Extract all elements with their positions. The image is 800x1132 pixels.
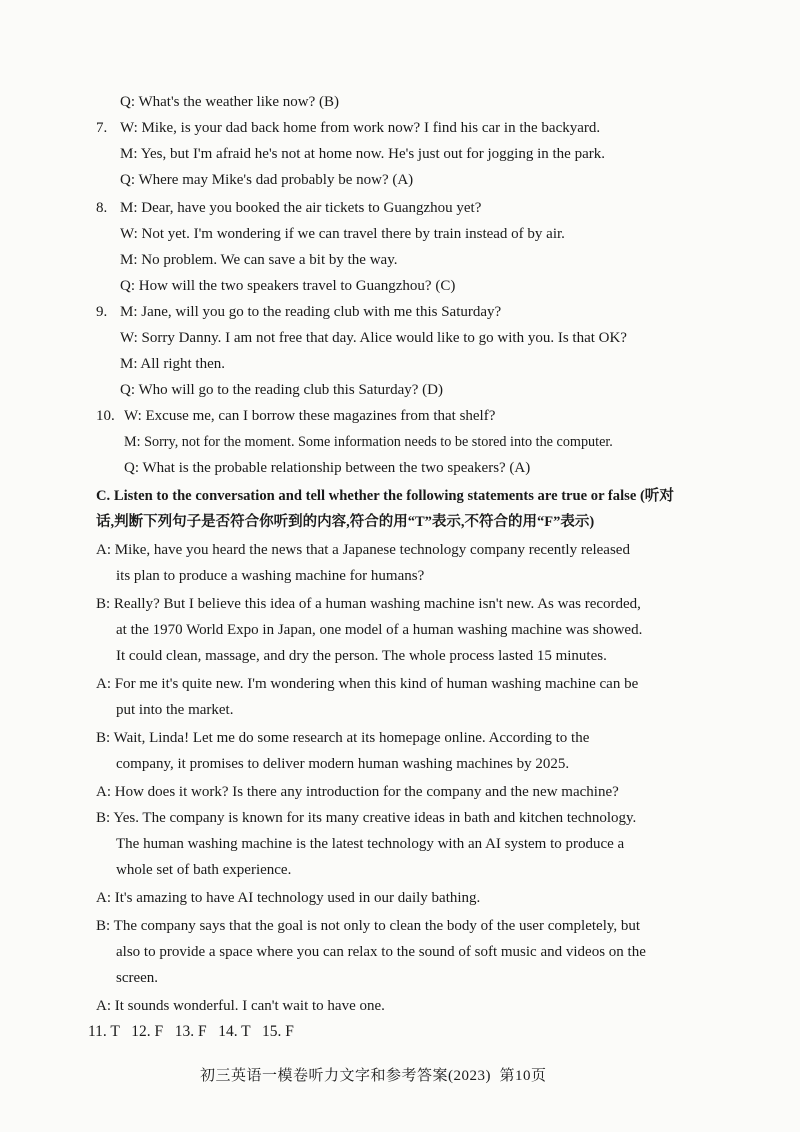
dialogue-line: at the 1970 World Expo in Japan, one model of a human washing machine was showed. <box>116 622 643 638</box>
dialogue-line: W: Sorry Danny. I am not free that day. Alice would like to go with you. Is that OK? <box>120 330 627 346</box>
section-c-instruction: 话,判断下列句子是否符合你听到的内容,符合的用“T”表示,不符合的用“F”表示) <box>96 514 595 530</box>
dialogue-line: whole set of bath experience. <box>116 862 292 878</box>
question-line: Q: What's the weather like now? (B) <box>120 94 340 110</box>
item-number: 7. <box>96 120 108 136</box>
dialogue-line: M: Sorry, not for the moment. Some information needs to be stored into the computer. <box>124 434 613 450</box>
dialogue-line: A: It sounds wonderful. I can't wait to have one. <box>96 998 385 1014</box>
dialogue-line: screen. <box>116 970 159 986</box>
item-number: 8. <box>96 200 108 216</box>
dialogue-line: M: No problem. We can save a bit by the way. <box>120 252 398 268</box>
dialogue-line: B: Yes. The company is known for its many creative ideas in bath and kitchen technology. <box>96 810 637 826</box>
dialogue-line: W: Mike, is your dad back home from work now? I find his car in the backyard. <box>120 120 601 136</box>
item-number: 10. <box>96 408 115 424</box>
dialogue-line: M: Jane, will you go to the reading club with me this Saturday? <box>120 304 502 320</box>
dialogue-line: The human washing machine is the latest technology with an AI system to produce a <box>116 836 625 852</box>
dialogue-line: B: The company says that the goal is not only to clean the body of the user completely, but <box>96 918 641 934</box>
dialogue-line: A: How does it work? Is there any introduction for the company and the new machine? <box>96 784 619 800</box>
answer-key: 11. T 12. F 13. F 14. T 15. F <box>88 1023 294 1040</box>
dialogue-line: B: Really? But I believe this idea of a human washing machine isn't new. As was recorded, <box>96 596 641 612</box>
dialogue-line: W: Not yet. I'm wondering if we can travel there by train instead of by air. <box>120 226 565 242</box>
question-line: Q: What is the probable relationship between the two speakers? (A) <box>124 460 531 476</box>
page-footer: 初三英语一模卷听力文字和参考答案(2023) 第10页 <box>200 1068 547 1084</box>
question-line: Q: Who will go to the reading club this Saturday? (D) <box>120 382 443 398</box>
dialogue-line: company, it promises to deliver modern human washing machines by 2025. <box>116 756 570 772</box>
item-number: 9. <box>96 304 108 320</box>
dialogue-line: M: All right then. <box>120 356 225 372</box>
dialogue-line: M: Yes, but I'm afraid he's not at home now. He's just out for jogging in the park. <box>120 146 605 162</box>
question-line: Q: Where may Mike's dad probably be now? (A) <box>120 172 414 188</box>
dialogue-line: A: It's amazing to have AI technology used in our daily bathing. <box>96 890 481 906</box>
dialogue-line: A: Mike, have you heard the news that a Japanese technology company recently released <box>96 542 630 558</box>
question-line: Q: How will the two speakers travel to Guangzhou? (C) <box>120 278 456 294</box>
dialogue-line: It could clean, massage, and dry the person. The whole process lasted 15 minutes. <box>116 648 607 664</box>
dialogue-line: B: Wait, Linda! Let me do some research at its homepage online. According to the <box>96 730 590 746</box>
section-c-heading: C. Listen to the conversation and tell whether the following statements are true or false (听对 <box>96 488 674 504</box>
dialogue-line: its plan to produce a washing machine for humans? <box>116 568 425 584</box>
dialogue-line: A: For me it's quite new. I'm wondering when this kind of human washing machine can be <box>96 676 639 692</box>
dialogue-line: W: Excuse me, can I borrow these magazines from that shelf? <box>124 408 496 424</box>
dialogue-line: M: Dear, have you booked the air tickets to Guangzhou yet? <box>120 200 482 216</box>
dialogue-line: put into the market. <box>116 702 234 718</box>
dialogue-line: also to provide a space where you can relax to the sound of soft music and videos on the <box>116 944 646 960</box>
